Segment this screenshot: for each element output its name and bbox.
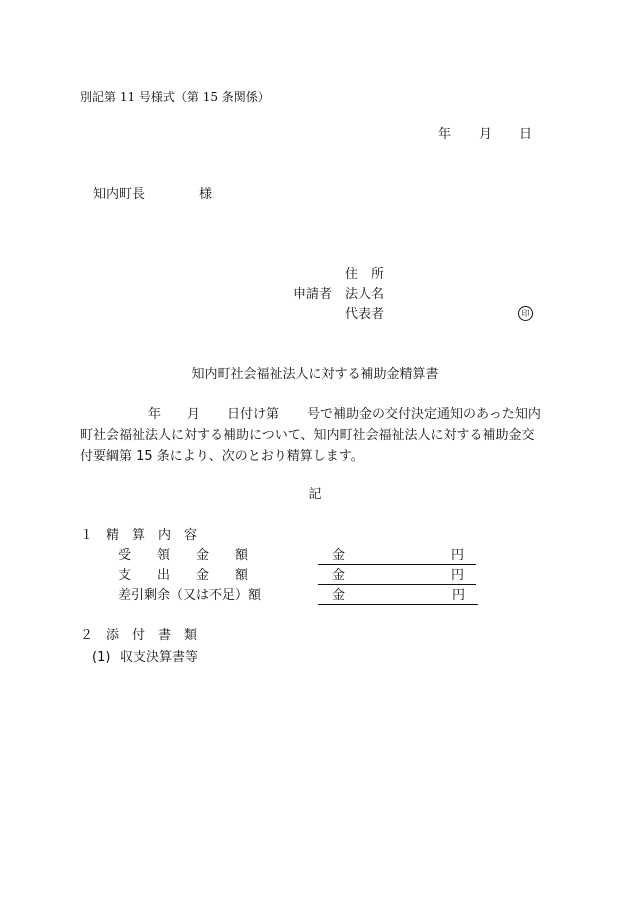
body-line3: 付要綱第 15 条により、次のとおり精算します。 <box>80 449 364 464</box>
attachment-item-number: (1) <box>92 650 111 665</box>
row-expense-unit: 円 <box>451 568 465 583</box>
section1-heading: 精 算 内 容 <box>106 528 198 543</box>
body-line1-rest: 号で補助金の交付決定通知のあった知内 <box>307 407 541 422</box>
row-received-unit: 円 <box>451 548 465 563</box>
row-expense-label: 支 出 金 額 <box>118 568 249 583</box>
row-received-prefix: 金 <box>332 548 346 563</box>
body-month: 月 <box>187 407 201 422</box>
form-number: 別記第 11 号様式（第 15 条関係） <box>80 90 270 104</box>
section2-heading: 添 付 書 類 <box>106 628 198 643</box>
body-line2: 町社会福祉法人に対する補助について、知内町社会福祉法人に対する補助金交 <box>80 428 535 443</box>
addressee-name: 知内町長 <box>93 187 146 202</box>
date-day-label: 日 <box>519 127 533 142</box>
applicant-corp-label: 法人名 <box>345 287 385 302</box>
applicant-address-label: 住 所 <box>345 267 385 282</box>
section2-number: ２ <box>80 628 94 643</box>
applicant-label: 申請者 <box>293 287 333 302</box>
attachment-item-label: 収支決算書等 <box>120 650 199 665</box>
date-year-label: 年 <box>438 127 452 142</box>
body-date-label: 日付け第 <box>227 407 280 422</box>
row-balance-unit: 円 <box>452 588 466 603</box>
row-expense-prefix: 金 <box>332 568 346 583</box>
date-month-label: 月 <box>479 127 493 142</box>
body-year: 年 <box>148 407 162 422</box>
addressee-honorific: 様 <box>199 187 213 202</box>
seal-mark: 印 <box>518 306 533 321</box>
ki-mark: 記 <box>308 487 322 502</box>
row-balance-prefix: 金 <box>332 588 346 603</box>
applicant-rep-label: 代表者 <box>345 307 385 322</box>
row-balance-label: 差引剰余（又は不足）額 <box>118 588 262 603</box>
section1-number: １ <box>80 528 94 543</box>
row-received-label: 受 領 金 額 <box>118 548 249 563</box>
document-title: 知内町社会福祉法人に対する補助金精算書 <box>191 367 439 382</box>
